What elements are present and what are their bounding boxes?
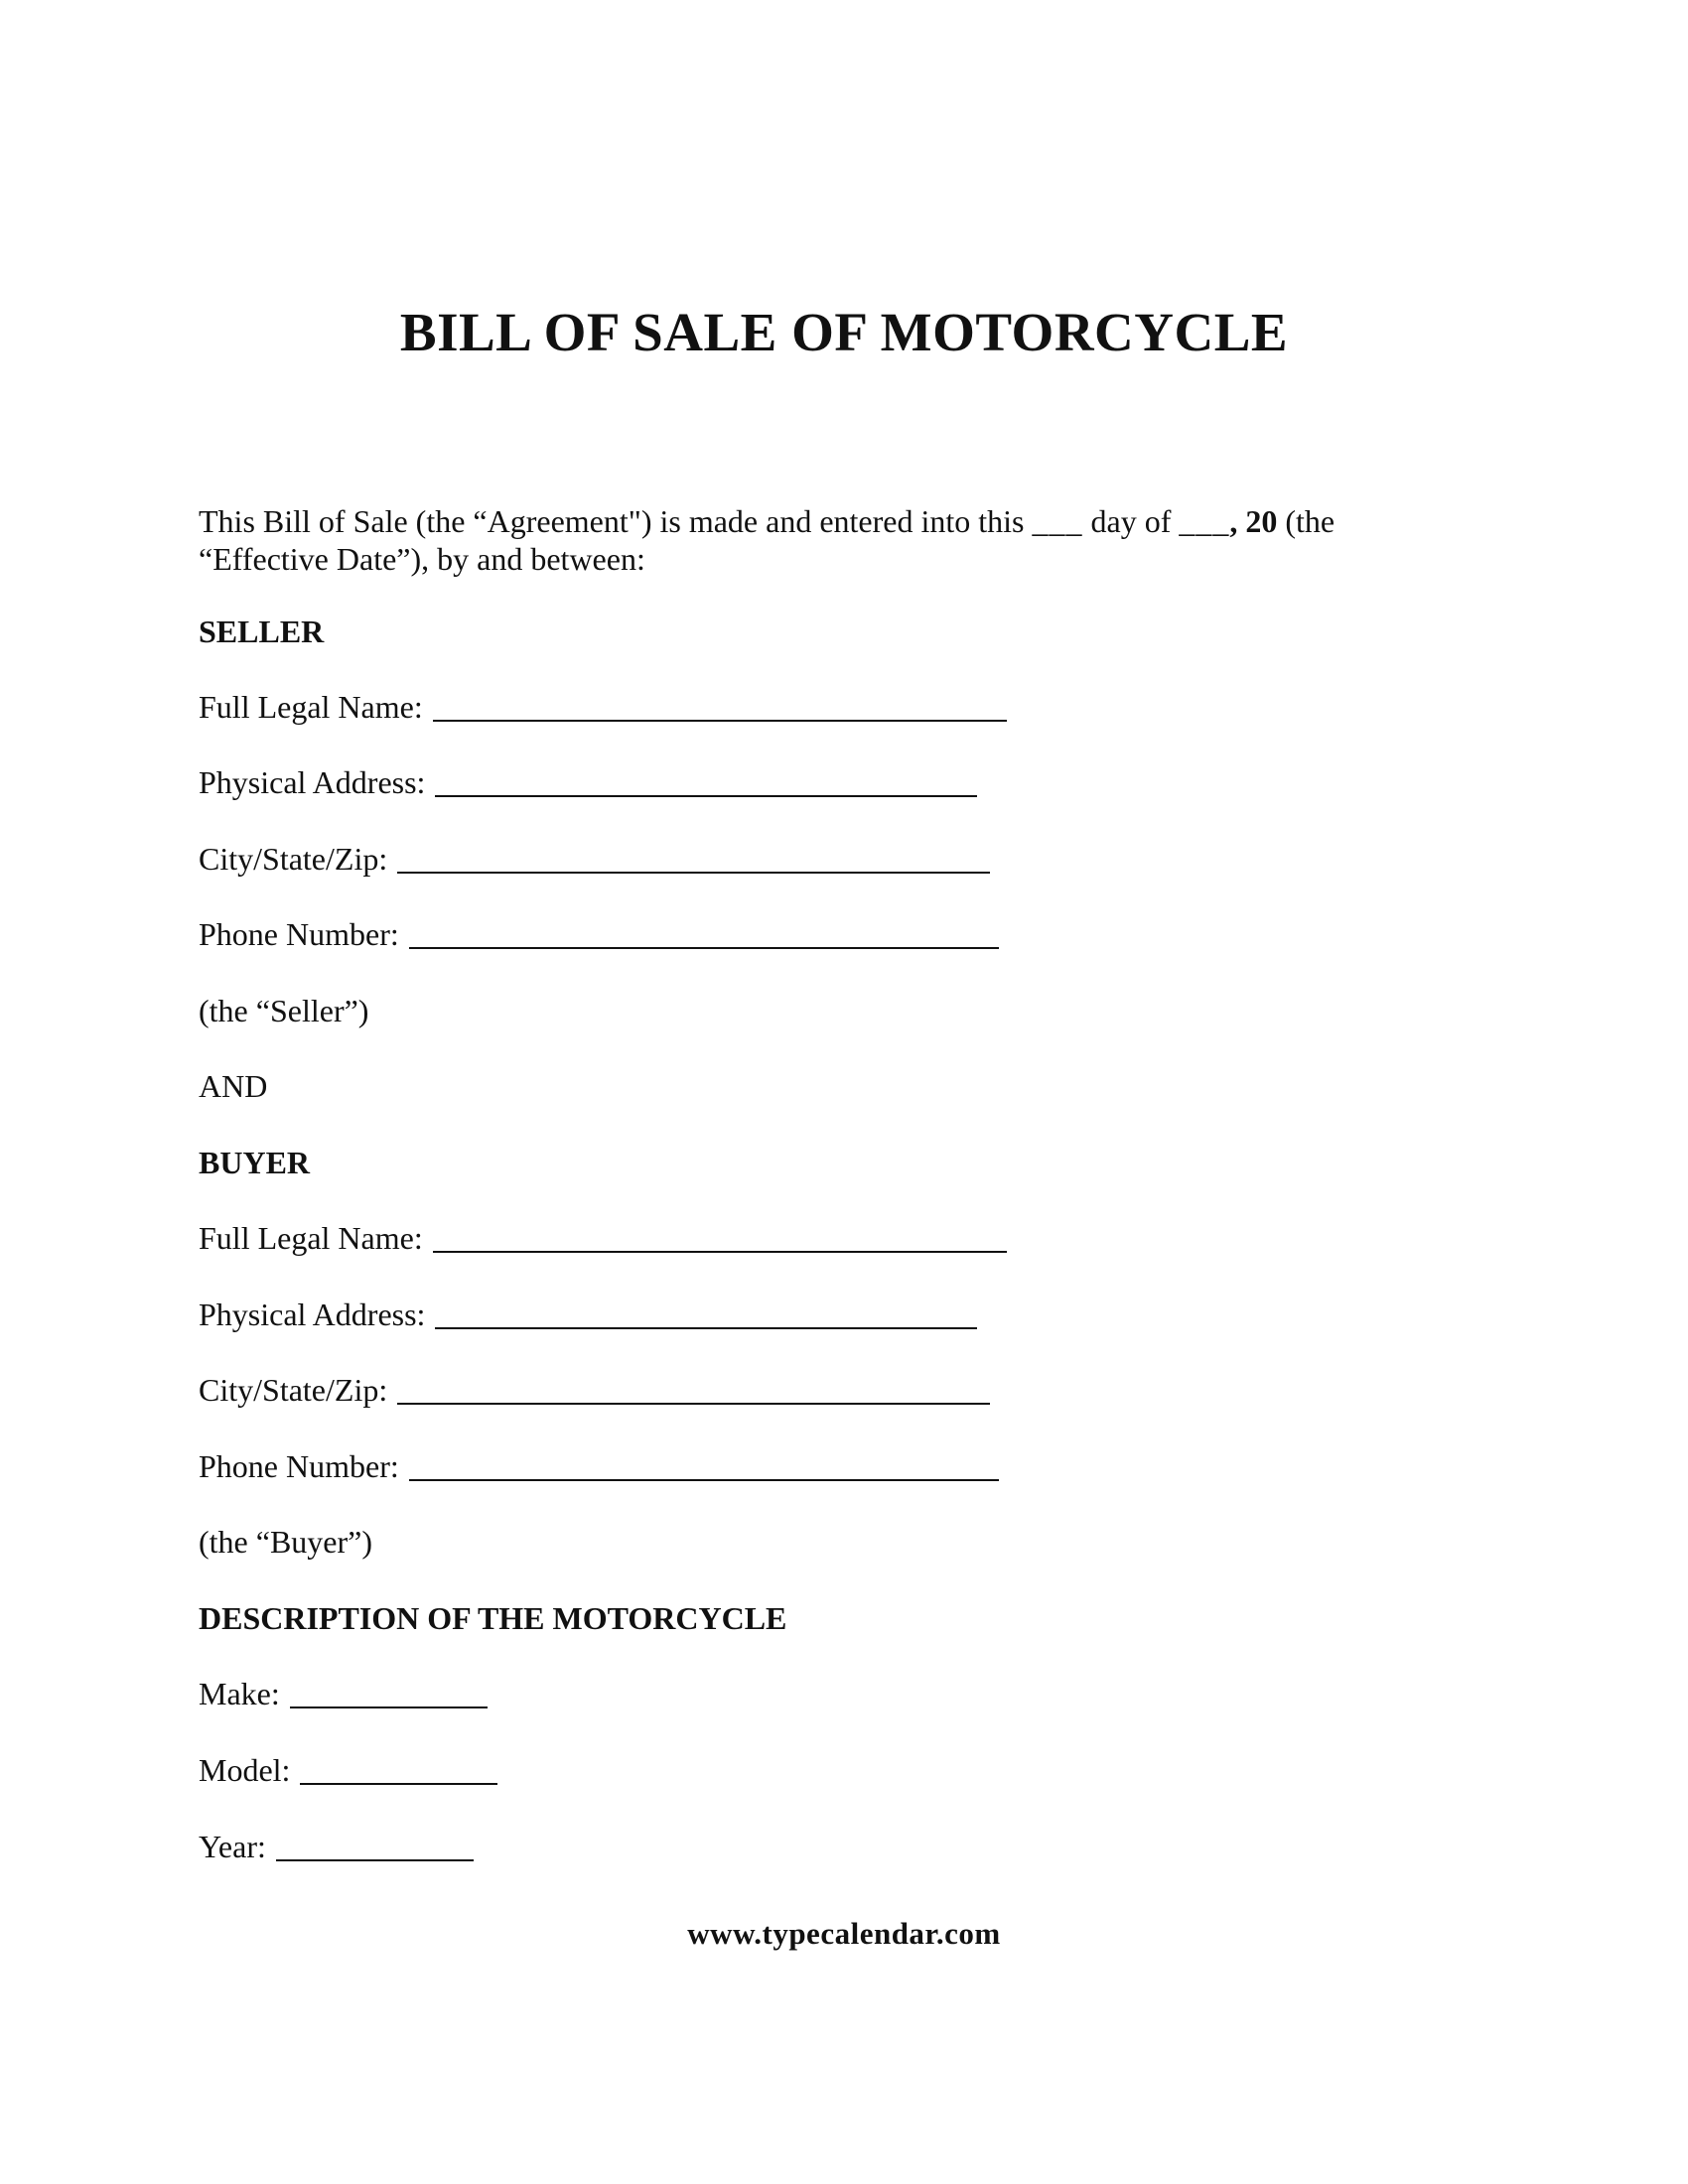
intro-text-1: This Bill of Sale (the “Agreement") is made and entered into this <box>199 503 1025 539</box>
seller-heading: SELLER <box>199 614 325 649</box>
seller-address-field[interactable] <box>435 794 977 797</box>
seller-phone-label: Phone Number: <box>199 916 399 952</box>
buyer-city-field[interactable] <box>397 1402 990 1405</box>
buyer-phone-row <box>199 1446 999 1486</box>
buyer-closing: (the “Buyer”) <box>199 1524 373 1560</box>
year-text: , 20 <box>1229 503 1278 539</box>
buyer-heading: BUYER <box>199 1145 311 1180</box>
seller-closing: (the “Seller”) <box>199 993 369 1028</box>
seller-address-label: Physical Address: <box>199 764 426 800</box>
intro-text-3: (the <box>1285 503 1336 539</box>
make-label: Make: <box>199 1676 280 1711</box>
intro-text-4: “Effective Date”), by and between: <box>199 541 645 577</box>
document-title: BILL OF SALE OF MOTORCYCLE <box>399 302 1289 362</box>
year-row <box>199 1827 474 1866</box>
buyer-phone-label: Phone Number: <box>199 1448 399 1484</box>
buyer-address-label: Physical Address: <box>199 1297 426 1332</box>
day-blank[interactable]: ___ <box>1032 503 1083 539</box>
seller-full-name-label: Full Legal Name: <box>199 689 423 725</box>
intro-text-2: day of <box>1090 503 1172 539</box>
buyer-full-name-row <box>199 1218 1007 1258</box>
year-label: Year: <box>199 1829 266 1864</box>
buyer-city-row <box>199 1370 990 1410</box>
seller-phone-row <box>199 914 999 954</box>
buyer-address-field[interactable] <box>435 1326 977 1329</box>
buyer-city-label: City/State/Zip: <box>199 1372 388 1408</box>
buyer-full-name-field[interactable] <box>433 1250 1007 1253</box>
seller-city-field[interactable] <box>397 871 990 874</box>
buyer-full-name-label: Full Legal Name: <box>199 1220 423 1256</box>
intro-paragraph <box>199 502 1489 578</box>
buyer-phone-field[interactable] <box>409 1478 999 1481</box>
buyer-address-row <box>199 1295 977 1334</box>
seller-city-label: City/State/Zip: <box>199 841 388 877</box>
year-field[interactable] <box>276 1858 474 1861</box>
and-conjunction: AND <box>199 1068 268 1104</box>
model-field[interactable] <box>300 1782 497 1785</box>
model-row <box>199 1750 497 1790</box>
footer-url: www.typecalendar.com <box>687 1916 1001 1951</box>
seller-address-row <box>199 762 977 802</box>
make-row <box>199 1674 488 1713</box>
seller-city-row <box>199 839 990 879</box>
description-heading: DESCRIPTION OF THE MOTORCYCLE <box>199 1600 787 1636</box>
make-field[interactable] <box>290 1706 488 1708</box>
seller-full-name-row <box>199 687 1007 727</box>
seller-full-name-field[interactable] <box>433 719 1007 722</box>
model-label: Model: <box>199 1752 291 1788</box>
seller-phone-field[interactable] <box>409 946 999 949</box>
month-blank[interactable]: ___ <box>1179 503 1230 539</box>
